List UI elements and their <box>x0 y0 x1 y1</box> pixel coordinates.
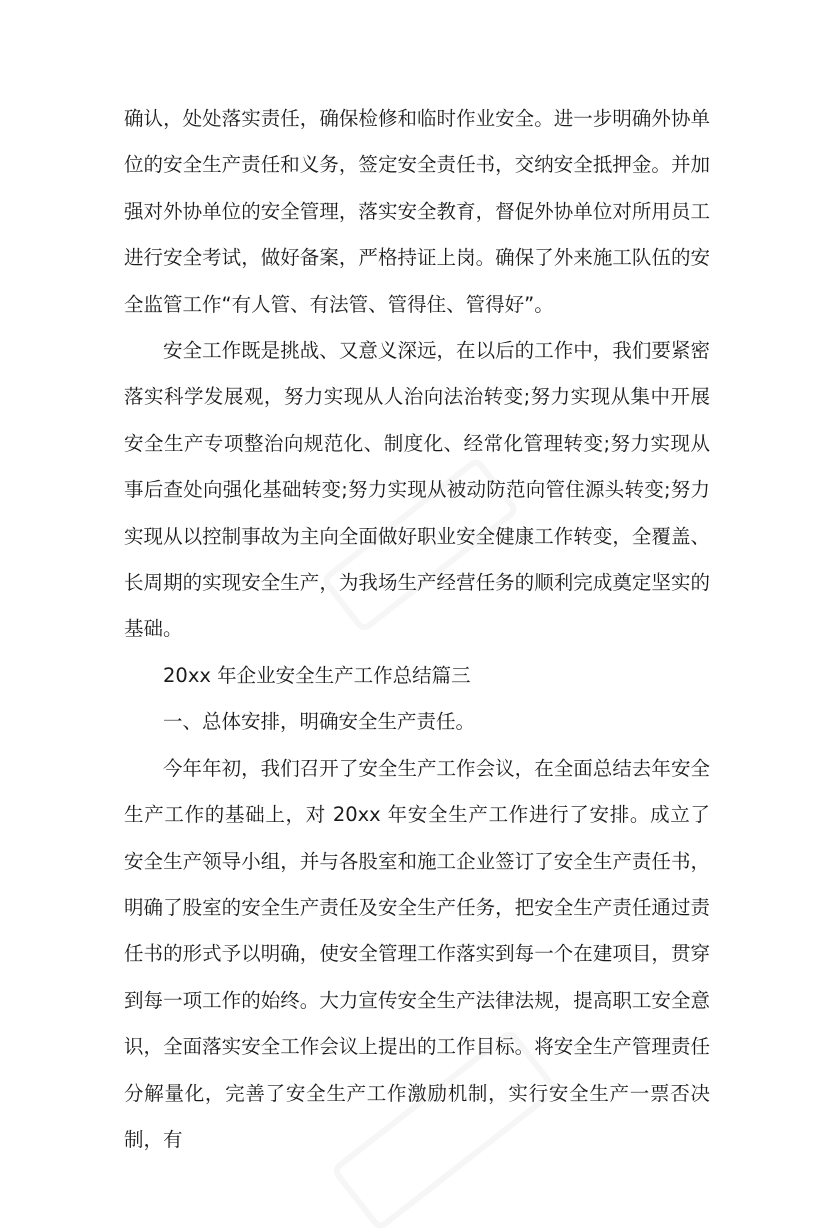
paragraph-continuation: 确认，处处落实责任，确保检修和临时作业安全。进一步明确外协单位的安全生产责任和义务，签定安全责任书，交纳安全抵押金。并加强对外协单位的安全管理，落实安全教育，督促外协单位对所用员工进行安全考试，做好备案，严格持证上岗。确保了外来施工队伍的安全监管工作“有人管、有法管、管得住、管得好”。 <box>124 107 710 316</box>
section-title: 20xx 年企业安全生产工作总结篇三 <box>163 663 471 687</box>
paragraph-safety-outlook: 安全工作既是挑战、又意义深远，在以后的工作中，我们要紧密落实科学发展观，努力实现从人治向法治转变;努力实现从集中开展安全生产专项整治向规范化、制度化、经常化管理转变;努力实现从事后查处向强化基础转变;努力实现从被动防范向管住源头转变;努力实现从以控制事故为主向全面做好职业安全健康工作转变，全覆盖、长周期的实现安全生产，为我场生产经营任务的顺利完成奠定坚实的基础。 <box>124 339 710 641</box>
document-body <box>124 96 710 1163</box>
paragraph-overall-arrangement: 今年年初，我们召开了安全生产工作会议，在全面总结去年安全生产工作的基础上，对 20xx 年安全生产工作进行了安排。成立了安全生产领导小组，并与各股室和施工企业签订了安全生产责任书，明确了股室的安全生产责任及安全生产任务，把安全生产责任通过责任书的形式予以明确，使安全管理工作落实到每一个在建项目，贯穿到每一项工作的始终。大力宣传安全生产法律法规，提高职工安全意识，全面落实安全工作会议上提出的工作目标。将安全生产管理责任分解量化，完善了安全生产工作激励机制，实行安全生产一票否决制，有 <box>124 756 710 1151</box>
subheading: 一、总体安排，明确安全生产责任。 <box>163 710 476 734</box>
